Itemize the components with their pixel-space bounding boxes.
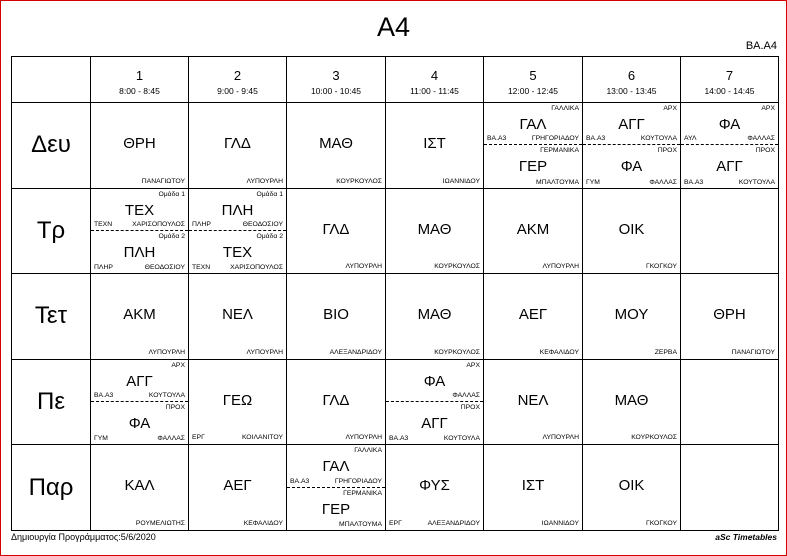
period-header-row — [12, 57, 779, 103]
group-lesson — [189, 231, 286, 273]
room-label: ΕΡΓ — [389, 519, 402, 527]
period-header — [91, 57, 189, 103]
lesson-cell — [287, 103, 386, 189]
day-name: Τετ — [12, 274, 91, 360]
subject-code: ΟΙΚ — [618, 477, 645, 495]
room-label: ΠΛΗΡ — [94, 264, 113, 272]
lesson-cell — [91, 359, 189, 445]
lesson-cell — [681, 359, 779, 445]
period-header — [189, 57, 287, 103]
group-label: Ομάδα 2 — [158, 232, 185, 240]
lesson — [287, 445, 385, 530]
period-time: 14:00 - 14:45 — [704, 85, 755, 96]
day-row — [12, 274, 779, 360]
group-label: ΓΑΛΛΙΚΑ — [354, 447, 382, 455]
lesson — [287, 189, 385, 274]
group-label: ΠΡΟΧ — [755, 147, 775, 155]
group-lesson — [583, 145, 680, 187]
lesson — [484, 274, 582, 359]
lesson — [484, 189, 582, 274]
subject-code: ΑΕΓ — [518, 306, 548, 324]
teacher-name: ΚΟΙΛΑΝΙΤΟΥ — [241, 434, 283, 442]
room-label: ΒΑ.Α3 — [586, 135, 606, 143]
room-label: ΤΕΧΝ — [94, 220, 113, 228]
teacher-name: ΖΕΡΒΑ — [654, 348, 677, 356]
lesson — [189, 445, 286, 530]
room-label: ΑΥΛ — [684, 135, 697, 143]
lesson — [681, 360, 778, 445]
teacher-name: ΠΑΝΑΓΙΩΤΟΥ — [731, 348, 775, 356]
teacher-name: ΚΟΥΡΚΟΥΛΟΣ — [434, 263, 480, 271]
subject-code: ΜΟΥ — [614, 306, 649, 324]
group-lesson — [287, 445, 385, 487]
lesson-cell — [681, 188, 779, 274]
lesson-cell — [583, 103, 681, 189]
period-time: 10:00 - 10:45 — [310, 85, 362, 96]
teacher-name: ΘΕΟΔΟΣΙΟΥ — [144, 264, 185, 272]
day-name: Τρ — [12, 188, 91, 274]
room-label: ΕΡΓ — [192, 434, 205, 442]
day-row — [12, 188, 779, 274]
room-label: ΤΕΧΝ — [192, 264, 211, 272]
teacher-name: ΧΑΡΙΣΟΠΟΥΛΟΣ — [132, 220, 185, 228]
lesson — [287, 360, 385, 445]
teacher-name: ΓΡΗΓΟΡΙΑΔΟΥ — [334, 477, 382, 485]
teacher-name: ΦΑΛΛΑΣ — [747, 135, 775, 143]
brand-label: aSc Timetables — [715, 532, 777, 542]
group-lesson — [91, 189, 188, 231]
group-lesson — [91, 360, 188, 402]
lesson-cell — [583, 274, 681, 360]
teacher-name: ΙΩΑΝΝΙΔΟΥ — [541, 519, 579, 527]
subject-code: ΑΓΓ — [126, 372, 153, 390]
subject-code: ΦΑ — [128, 415, 151, 433]
teacher-name: ΚΟΥΤΟΥΛΑ — [443, 435, 480, 443]
lesson-cell — [681, 445, 779, 531]
subject-code: ΜΑΘ — [614, 391, 649, 409]
lesson-cell — [386, 445, 484, 531]
lesson-cell — [681, 274, 779, 360]
lesson-cell — [91, 103, 189, 189]
teacher-name: ΚΕΦΑΛΙΔΟΥ — [539, 348, 579, 356]
lesson — [681, 274, 778, 359]
lesson-cell — [583, 445, 681, 531]
room-label: ΓΥΜ — [94, 435, 108, 443]
teacher-name: ΡΟΥΜΕΛΙΩΤΗΣ — [135, 519, 185, 527]
lesson-cell — [287, 274, 386, 360]
day-row — [12, 359, 779, 445]
subject-code: ΓΛΔ — [322, 220, 350, 238]
teacher-name: ΜΠΑΛΤΟΥΜΑ — [339, 520, 382, 528]
teacher-name: ΦΑΛΛΑΣ — [452, 392, 480, 400]
lesson — [386, 189, 483, 274]
teacher-name: ΚΟΥΤΟΥΛΑ — [640, 135, 677, 143]
lesson — [583, 445, 680, 530]
room-label: ΒΑ.Α3 — [94, 392, 114, 400]
period-number: 4 — [430, 67, 439, 83]
subject-code: ΦΑ — [620, 158, 643, 176]
group-label: ΓΕΡΜΑΝΙΚΑ — [540, 147, 579, 155]
lesson — [681, 103, 778, 188]
lesson-cell — [386, 103, 484, 189]
page-title: Α4 — [376, 12, 411, 42]
group-label: ΓΕΡΜΑΝΙΚΑ — [343, 489, 382, 497]
lesson — [386, 103, 483, 188]
subject-code: ΜΑΘ — [417, 306, 452, 324]
subject-code: ΟΙΚ — [618, 220, 645, 238]
period-time: 8:00 - 8:45 — [119, 85, 160, 96]
group-lesson — [91, 402, 188, 444]
subject-code: ΓΕΡ — [321, 500, 351, 518]
subject-code: ΤΕΧ — [222, 243, 253, 261]
group-lesson — [386, 402, 483, 444]
subject-code: ΙΣΤ — [521, 477, 545, 495]
day-name: Πε — [12, 359, 91, 445]
lesson-cell — [386, 188, 484, 274]
room-label: ΠΛΗΡ — [192, 220, 211, 228]
day-name: Δευ — [12, 103, 91, 189]
teacher-name: ΛΥΠΟΥΡΛΗ — [542, 434, 579, 442]
lesson-cell — [287, 359, 386, 445]
timetable-body — [12, 103, 779, 531]
subject-code: ΑΚΜ — [123, 306, 156, 324]
room-label: ΒΑ.Α3 — [389, 435, 409, 443]
subject-code: ΠΛΗ — [123, 243, 156, 261]
lesson — [91, 360, 188, 445]
lesson — [386, 360, 483, 445]
lesson — [287, 274, 385, 359]
subject-code: ΓΕΩ — [222, 391, 253, 409]
created-date: Δημιουργία Προγράμματος:5/6/2020 — [11, 532, 156, 542]
room-label: ΒΑ.Α3 — [487, 135, 507, 143]
group-lesson — [583, 103, 680, 145]
class-code: ΒΑ.Α4 — [745, 40, 777, 52]
group-lesson — [287, 488, 385, 530]
day-row — [12, 103, 779, 189]
teacher-name: ΚΟΥΡΚΟΥΛΟΣ — [336, 177, 382, 185]
subject-code: ΜΑΘ — [417, 220, 452, 238]
period-number: 2 — [233, 67, 242, 83]
subject-code: ΓΑΛ — [322, 458, 350, 476]
lesson-cell — [484, 103, 583, 189]
subject-code: ΝΕΛ — [517, 391, 549, 409]
lesson-cell — [91, 188, 189, 274]
teacher-name: ΓΚΟΓΚΟΥ — [645, 519, 677, 527]
group-label: Ομάδα 2 — [256, 232, 283, 240]
subject-code: ΙΣΤ — [423, 135, 446, 152]
lesson-cell — [484, 359, 583, 445]
group-lesson — [484, 103, 582, 145]
lesson — [583, 103, 680, 188]
group-label: ΑΡΧ — [466, 361, 480, 369]
day-row — [12, 445, 779, 531]
subject-code: ΠΛΗ — [221, 201, 254, 219]
period-time: 12:00 - 12:45 — [507, 85, 559, 96]
lesson-cell — [386, 359, 484, 445]
subject-code: ΜΑΘ — [319, 135, 353, 152]
group-label: Ομάδα 1 — [158, 190, 185, 198]
lesson — [287, 103, 385, 188]
group-lesson — [189, 189, 286, 231]
lesson-cell — [189, 445, 287, 531]
subject-code: ΝΕΛ — [222, 306, 253, 324]
teacher-name: ΦΑΛΛΑΣ — [649, 178, 677, 186]
lesson — [91, 274, 188, 359]
teacher-name: ΧΑΡΙΣΟΠΟΥΛΟΣ — [230, 264, 283, 272]
lesson — [484, 445, 582, 530]
lesson — [189, 103, 286, 188]
group-label: ΠΡΟΧ — [460, 404, 480, 412]
lesson — [91, 189, 188, 274]
lesson-cell — [484, 188, 583, 274]
room-label: ΓΥΜ — [586, 178, 600, 186]
lesson — [91, 445, 188, 530]
subject-code: ΑΓΓ — [716, 158, 743, 176]
subject-code: ΓΛΔ — [322, 391, 350, 409]
lesson — [386, 274, 483, 359]
subject-code: ΑΓΓ — [421, 415, 448, 433]
group-lesson — [681, 103, 778, 145]
lesson-cell — [189, 359, 287, 445]
lesson-cell — [386, 274, 484, 360]
lesson — [189, 189, 286, 274]
subject-code: ΓΑΛ — [519, 116, 547, 133]
teacher-name: ΛΥΠΟΥΡΛΗ — [148, 348, 185, 356]
subject-code: ΑΓΓ — [618, 116, 645, 133]
group-lesson — [681, 145, 778, 187]
teacher-name: ΚΟΥΤΟΥΛΑ — [148, 392, 185, 400]
period-time: 13:00 - 13:45 — [606, 85, 657, 96]
teacher-name: ΛΥΠΟΥΡΛΗ — [542, 263, 579, 271]
lesson-cell — [681, 103, 779, 189]
lesson — [189, 274, 286, 359]
group-lesson — [484, 145, 582, 187]
subject-code: ΤΕΧ — [124, 201, 155, 219]
teacher-name: ΛΥΠΟΥΡΛΗ — [246, 177, 283, 185]
lesson-cell — [484, 445, 583, 531]
period-header — [287, 57, 386, 103]
teacher-name: ΠΑΝΑΓΙΩΤΟΥ — [141, 177, 185, 185]
group-label: ΠΡΟΧ — [657, 147, 677, 155]
group-label: ΑΡΧ — [663, 105, 677, 112]
teacher-name: ΚΟΥΡΚΟΥΛΟΣ — [631, 434, 677, 442]
subject-code: ΓΛΔ — [224, 135, 251, 152]
subject-code: ΓΕΡ — [518, 158, 548, 176]
period-time: 11:00 - 11:45 — [410, 85, 459, 96]
lesson — [484, 360, 582, 445]
period-number: 5 — [529, 67, 537, 83]
period-time: 9:00 - 9:45 — [217, 85, 258, 96]
period-header — [386, 57, 484, 103]
room-label: ΒΑ.Α3 — [684, 178, 704, 186]
teacher-name: ΛΥΠΟΥΡΛΗ — [246, 348, 283, 356]
period-number: 7 — [725, 67, 734, 83]
period-number: 1 — [135, 67, 144, 83]
subject-code: ΚΑΛ — [124, 477, 155, 495]
lesson — [681, 189, 778, 274]
room-label: ΒΑ.Α3 — [290, 477, 310, 485]
corner-cell — [12, 57, 91, 103]
period-number: 3 — [332, 67, 340, 83]
group-label: Ομάδα 1 — [256, 190, 283, 198]
period-number: 6 — [627, 67, 636, 83]
lesson — [583, 189, 680, 274]
lesson-cell — [583, 188, 681, 274]
lesson-cell — [91, 445, 189, 531]
teacher-name: ΦΑΛΛΑΣ — [157, 435, 185, 443]
teacher-name: ΜΠΑΛΤΟΥΜΑ — [536, 178, 579, 186]
teacher-name: ΛΥΠΟΥΡΛΗ — [345, 434, 382, 442]
subject-code: ΦΥΣ — [419, 477, 450, 495]
group-lesson — [386, 360, 483, 402]
subject-code: ΘΡΗ — [123, 135, 156, 152]
day-name: Παρ — [12, 445, 91, 531]
lesson-cell — [189, 274, 287, 360]
teacher-name: ΚΟΥΡΚΟΥΛΟΣ — [434, 348, 480, 356]
period-header — [583, 57, 681, 103]
group-label: ΑΡΧ — [171, 361, 185, 369]
lesson — [91, 103, 188, 188]
subject-code: ΦΑ — [718, 116, 741, 133]
teacher-name: ΚΕΦΑΛΙΔΟΥ — [243, 519, 283, 527]
period-header — [681, 57, 779, 103]
group-label: ΠΡΟΧ — [165, 404, 185, 412]
lesson — [484, 103, 582, 188]
teacher-name: ΑΛΕΞΑΝΔΡΙΔΟΥ — [427, 519, 480, 527]
teacher-name: ΑΛΕΞΑΝΔΡΙΔΟΥ — [329, 348, 382, 356]
teacher-name: ΙΩΑΝΝΙΔΟΥ — [442, 177, 480, 185]
lesson-cell — [583, 359, 681, 445]
lesson-cell — [287, 445, 386, 531]
lesson — [583, 274, 680, 359]
teacher-name: ΓΚΟΓΚΟΥ — [645, 263, 677, 271]
subject-code: ΑΚΜ — [516, 220, 550, 238]
lesson — [681, 445, 778, 530]
subject-code: ΦΑ — [423, 372, 446, 390]
lesson — [189, 360, 286, 445]
teacher-name: ΓΡΗΓΟΡΙΑΔΟΥ — [531, 135, 579, 143]
period-header — [484, 57, 583, 103]
subject-code: ΘΡΗ — [713, 306, 746, 324]
teacher-name: ΛΥΠΟΥΡΛΗ — [345, 263, 382, 271]
teacher-name: ΘΕΟΔΟΣΙΟΥ — [242, 220, 283, 228]
lesson-cell — [189, 103, 287, 189]
lesson-cell — [287, 188, 386, 274]
lesson-cell — [189, 188, 287, 274]
subject-code: ΑΕΓ — [223, 477, 252, 495]
lesson-cell — [91, 274, 189, 360]
teacher-name: ΚΟΥΤΟΥΛΑ — [738, 178, 775, 186]
group-lesson — [91, 231, 188, 273]
group-label: ΓΑΛΛΙΚΑ — [551, 105, 579, 112]
subject-code: ΒΙΟ — [323, 306, 349, 324]
timetable — [11, 56, 779, 531]
group-label: ΑΡΧ — [761, 105, 775, 112]
lesson — [386, 445, 483, 530]
lesson-cell — [484, 274, 583, 360]
lesson — [583, 360, 680, 445]
